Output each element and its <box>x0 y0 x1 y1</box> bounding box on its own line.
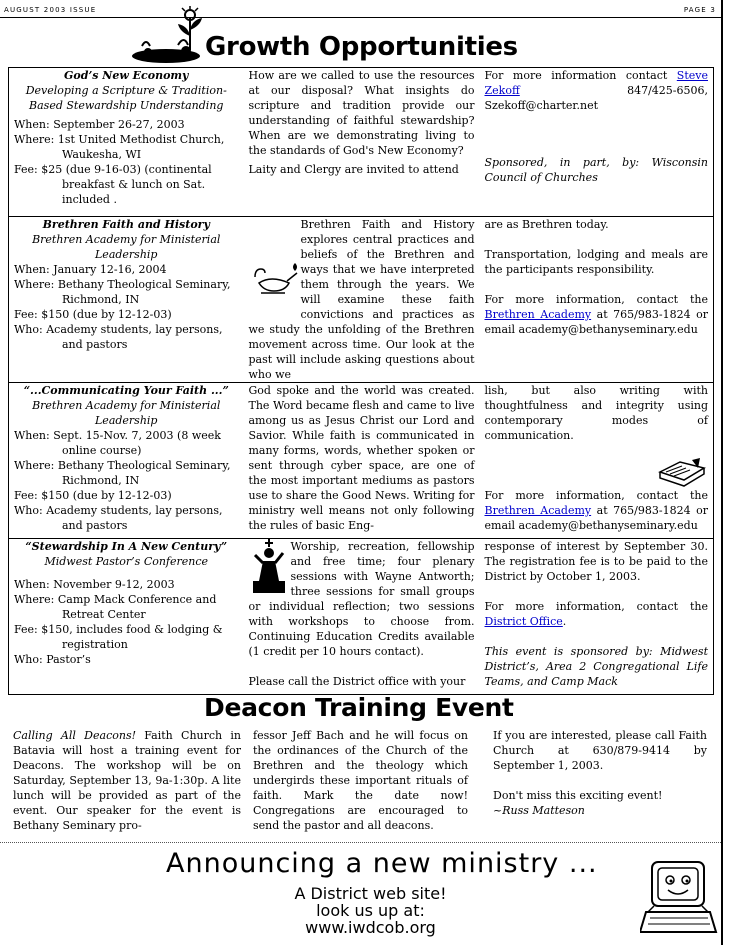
issue-label: AUGUST 2003 ISSUE <box>4 6 97 14</box>
lamp-icon <box>249 217 301 309</box>
announce-headline: Announcing a new ministry ... <box>166 848 598 879</box>
deacon-title: Deacon Training Event <box>204 693 514 722</box>
event-info-cell <box>9 68 244 217</box>
contact-link[interactable]: Brethren Academy <box>484 504 592 517</box>
announce-details <box>0 885 721 936</box>
deacon-lead: Calling All Deacons! <box>13 729 137 742</box>
event-continued: response of interest by September 30. The registration fee is to be paid to the District by October 1, 2003. <box>484 540 708 583</box>
event-fee: Fee: $25 (due 9-16-03) (continental breakfast & lunch on Sat. included . <box>14 163 212 206</box>
event-subtitle: Developing a Scripture & Tradition-Based Stewardship Understanding <box>25 84 227 112</box>
event-desc-cell <box>244 383 480 539</box>
growth-title: Growth Opportunities <box>205 32 518 62</box>
event-sponsor: Sponsored, in part, by: Wisconsin Council of Churches <box>484 156 708 184</box>
announce-line-2: look us up at: <box>316 901 425 920</box>
deacon-col-1: Calling All Deacons! Faith Church in Batavia will host a training event for Deacons. The workshop will be on Saturday, September 13, 9a-1:30p. A lite lunch will be provided as part of the event. Our speaker for the event is Bethany Seminary pro- <box>13 729 241 832</box>
header-rule <box>0 17 721 18</box>
event-where: Where: 1st United Methodist Church, Waukesha, WI <box>14 133 225 161</box>
event-row <box>9 68 714 217</box>
event-who: Who: Pastor’s <box>14 653 91 666</box>
event-description: Worship, recreation, fellowship and free time; four plenary sessions with Wayne Antworth; three sessions for small groups or individual reflection; two sessions with workshops to choose from. Continuing Education Credits available (1 credit per 10 hours contact). <box>248 540 475 658</box>
event-who: Who: Academy students, lay persons, and pastors <box>14 504 223 532</box>
announce-url[interactable]: www.iwdcob.org <box>305 918 436 937</box>
event-row <box>9 383 714 539</box>
events-table <box>8 67 714 695</box>
event-when: When: September 26-27, 2003 <box>14 118 185 131</box>
deacon-col-2: fessor Jeff Bach and he will focus on the ordinances of the Church of the Brethren and the theology which undergirds these important rituals of faith. Mark the date now! Congregations are encouraged to send the pastor and all deacons. <box>253 729 468 832</box>
event-continued: lish, but also writing with thoughtfulness and integrity using contemporary modes of communication. <box>484 384 708 442</box>
event-desc-cell <box>244 539 480 695</box>
event-contact-cell <box>480 68 714 217</box>
contact-link[interactable]: Steve Zekoff <box>484 69 708 97</box>
event-when: When: Sept. 15-Nov. 7, 2003 (8 week online course) <box>14 429 221 457</box>
deacon-signature: ~Russ Matteson <box>493 804 585 817</box>
event-logistics: Transportation, lodging and meals are the participants responsibility. <box>484 248 708 276</box>
book-icon <box>485 458 709 488</box>
event-subtitle: Midwest Pastor’s Conference <box>44 555 209 568</box>
event-when: When: January 12-16, 2004 <box>14 263 167 276</box>
event-description: How are we called to use the resources at our disposal? What insights do scripture and tradition provide our understanding of faithful stewardship? When are we demonstrating living to the standards of God's New Economy? <box>248 69 475 157</box>
event-contact: For more information, contact the Brethren Academy at 765/983-1824 or email academy@bethanyseminary.edu <box>484 293 708 336</box>
event-contact-cell <box>480 539 714 695</box>
event-fee: Fee: $150 (due by 12-12-03) <box>14 308 172 321</box>
section-divider <box>0 842 721 843</box>
event-row <box>9 217 714 383</box>
event-continued: are as Brethren today. <box>484 218 609 231</box>
event-where: Where: Bethany Theological Seminary, Richmond, IN <box>14 459 231 487</box>
event-where: Where: Camp Mack Conference and Retreat Center <box>14 593 217 621</box>
event-when: When: November 9-12, 2003 <box>14 578 175 591</box>
event-description: God spoke and the world was created. The Word became flesh and came to live among us as Jesus Christ our Lord and Savior. While faith is communicated in many forms, words, whether spoken or sent through cyber space, are one of the most important mediums as pastors use to share the Good News. Writing for ministry well means not only following the rules of basic Eng- <box>248 384 475 532</box>
event-contact: For more information, contact the District Office. <box>484 600 708 628</box>
event-title: “...Communicating Your Faith ...” <box>23 384 229 397</box>
event-fee: Fee: $150 (due by 12-12-03) <box>14 489 172 502</box>
event-row <box>9 539 714 695</box>
event-fee: Fee: $150, includes food & lodging & registration <box>14 623 223 651</box>
event-sponsor: This event is sponsored by: Midwest District’s, Area 2 Congregational Life Teams, and Camp Mack <box>484 645 708 688</box>
event-info-cell <box>9 539 244 695</box>
growth-seedling-icon <box>128 6 210 66</box>
deacon-exhort: Don't miss this exciting event! <box>493 789 663 802</box>
deacon-contact: If you are interested, please call Faith Church at 630/879-9414 by September 1, 2003. <box>493 729 707 772</box>
event-subtitle: Brethren Academy for Ministerial Leadership <box>32 233 221 261</box>
event-contact-cell <box>480 383 714 539</box>
event-description: Brethren Faith and History explores central practices and beliefs of the Brethren and ways that we have interpreted them through the years. We will examine these faith convictions and practices as we study the unfolding of the Brethren movement across time. Our look at the past will include asking questions about who we <box>248 218 475 381</box>
event-title: God’s New Economy <box>64 69 189 82</box>
computer-mascot-icon <box>640 858 718 942</box>
event-where: Where: Bethany Theological Seminary, Richmond, IN <box>14 278 231 306</box>
event-contact: For more information, contact the Brethren Academy at 765/983-1824 or email academy@bethanyseminary.edu <box>484 489 708 532</box>
event-call-to-action: Please call the District office with your <box>248 675 466 688</box>
event-title: “Stewardship In A New Century” <box>25 540 228 553</box>
deacon-col-3 <box>493 728 707 818</box>
announce-line-1: A District web site! <box>294 884 447 903</box>
event-contact: For more information contact Steve Zekoff 847/425-6506, Szekoff@charter.net <box>484 69 708 112</box>
page-header <box>4 4 716 18</box>
contact-link[interactable]: District Office <box>484 615 563 628</box>
page-number: PAGE 3 <box>683 6 716 14</box>
worship-figure-icon <box>249 539 291 597</box>
contact-link[interactable]: Brethren Academy <box>484 308 592 321</box>
event-contact-cell <box>480 217 714 383</box>
event-who: Who: Academy students, lay persons, and pastors <box>14 323 223 351</box>
event-desc-cell <box>244 217 480 383</box>
event-desc-cell <box>244 68 480 217</box>
event-title: Brethren Faith and History <box>42 218 210 231</box>
event-invite: Laity and Clergy are invited to attend <box>248 163 459 176</box>
event-subtitle: Brethren Academy for Ministerial Leadership <box>32 399 221 427</box>
event-info-cell <box>9 217 244 383</box>
event-info-cell <box>9 383 244 539</box>
